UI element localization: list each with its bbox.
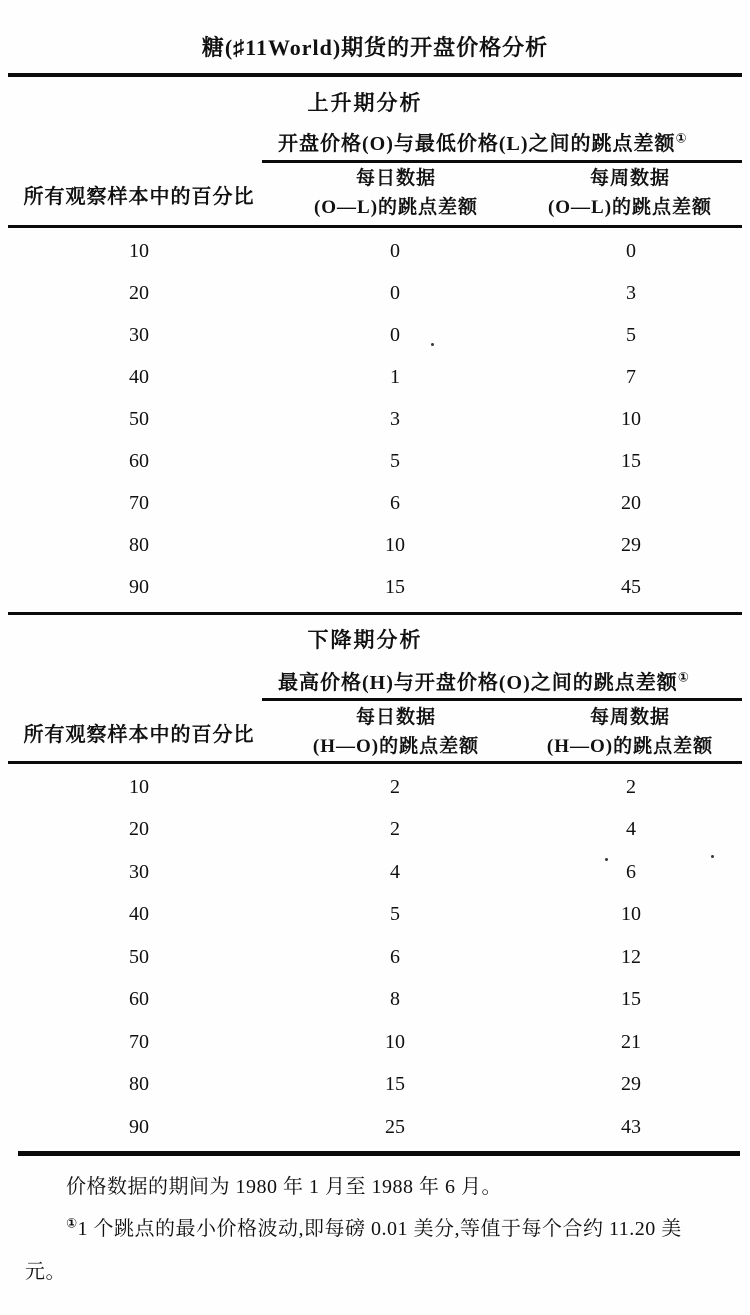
rule-middle: [8, 612, 742, 615]
column-group-header-rising: [278, 127, 688, 156]
column-header-weekly-1: [518, 164, 742, 222]
cell-pct: 80: [129, 1073, 149, 1096]
cell-weekly: 0: [626, 239, 636, 262]
column-group-header-falling: [278, 666, 690, 695]
footnote-marker: ①: [675, 130, 688, 146]
rule-bottom: [18, 1151, 740, 1156]
cell-daily: 1: [390, 365, 400, 388]
note-period: 价格数据的期间为 1980 年 1 月至 1988 年 6 月。: [66, 1176, 502, 1198]
cell-weekly: 20: [621, 491, 641, 514]
column-header-percentile-1: 所有观察样本中的百分比: [23, 186, 255, 208]
cell-daily: 4: [390, 860, 400, 883]
footnote-marker: ①: [66, 1215, 78, 1231]
cell-weekly: 15: [621, 449, 641, 472]
cell-weekly: 3: [626, 281, 636, 304]
cell-daily: 10: [385, 1030, 405, 1053]
cell-pct: 10: [129, 775, 149, 798]
table-rising: [8, 230, 742, 608]
column-header-weekly-line2: (H—O)的跳点差额: [546, 736, 714, 757]
cell-daily: 10: [385, 533, 405, 556]
print-speck: [711, 855, 714, 858]
note-tick-line1: [66, 1212, 682, 1241]
cell-pct: 20: [129, 281, 149, 304]
cell-weekly: 5: [626, 323, 636, 346]
cell-daily: 3: [390, 407, 400, 430]
section-heading-rising: 上升期分析: [307, 91, 423, 115]
cell-weekly: 7: [626, 365, 636, 388]
cell-weekly: 12: [621, 945, 641, 968]
rule-subheader-1: [262, 160, 742, 163]
cell-pct: 80: [129, 533, 149, 556]
cell-pct: 70: [129, 491, 149, 514]
cell-daily: 5: [390, 449, 400, 472]
cell-daily: 0: [390, 239, 400, 262]
column-header-weekly-line1: 每周数据: [589, 168, 670, 189]
cell-pct: 10: [129, 239, 149, 262]
cell-daily: 25: [385, 1115, 405, 1138]
cell-weekly: 29: [621, 1073, 641, 1096]
cell-pct: 60: [129, 449, 149, 472]
cell-daily: 6: [390, 491, 400, 514]
cell-pct: 90: [129, 1115, 149, 1138]
cell-daily: 15: [385, 575, 405, 598]
column-header-percentile-2: 所有观察样本中的百分比: [23, 724, 255, 746]
cell-pct: 90: [129, 575, 149, 598]
cell-daily: 0: [390, 281, 400, 304]
cell-weekly: 10: [621, 407, 641, 430]
column-header-daily-line1: 每日数据: [355, 168, 436, 189]
column-header-weekly-2: [518, 703, 742, 761]
cell-pct: 50: [129, 945, 149, 968]
footnote-marker: ①: [677, 669, 690, 685]
cell-daily: 8: [390, 988, 400, 1011]
cell-daily: 5: [390, 903, 400, 926]
cell-weekly: 6: [626, 860, 636, 883]
cell-weekly: 2: [626, 775, 636, 798]
note-tick-text: 1 个跳点的最小价格波动,即每磅 0.01 美分,等值于每个合约 11.20 美: [77, 1218, 682, 1240]
rule-header-1: [8, 225, 742, 228]
cell-pct: 40: [129, 365, 149, 388]
cell-pct: 60: [129, 988, 149, 1011]
column-header-daily-2: [274, 703, 518, 761]
cell-pct: 20: [129, 818, 149, 841]
cell-daily: 2: [390, 775, 400, 798]
cell-pct: 30: [129, 323, 149, 346]
column-header-daily-line2: (H—O)的跳点差额: [312, 736, 480, 757]
cell-weekly: 10: [621, 903, 641, 926]
group-header-text: 开盘价格(O)与最低价格(L)之间的跳点差额: [278, 133, 676, 155]
table-falling: [8, 766, 742, 1149]
cell-daily: 6: [390, 945, 400, 968]
cell-daily: 2: [390, 818, 400, 841]
cell-weekly: 4: [626, 818, 636, 841]
print-speck: [605, 858, 608, 861]
cell-pct: 40: [129, 903, 149, 926]
cell-weekly: 43: [621, 1115, 641, 1138]
cell-weekly: 21: [621, 1030, 641, 1053]
cell-weekly: 15: [621, 988, 641, 1011]
cell-daily: 15: [385, 1073, 405, 1096]
column-header-weekly-line2: (O—L)的跳点差额: [547, 197, 713, 218]
column-header-daily-1: [274, 164, 518, 222]
print-speck: [431, 343, 434, 346]
note-tick-line2: 元。: [25, 1261, 66, 1283]
column-header-weekly-line1: 每周数据: [589, 707, 670, 728]
group-header-text: 最高价格(H)与开盘价格(O)之间的跳点差额: [278, 672, 678, 694]
table-title: 糖(♯11World)期货的开盘价格分析: [201, 35, 549, 60]
rule-top: [8, 73, 742, 77]
rule-header-2: [8, 761, 742, 764]
column-header-daily-line2: (O—L)的跳点差额: [313, 197, 479, 218]
cell-pct: 70: [129, 1030, 149, 1053]
cell-pct: 30: [129, 860, 149, 883]
section-heading-falling: 下降期分析: [307, 628, 423, 652]
cell-pct: 50: [129, 407, 149, 430]
cell-weekly: 29: [621, 533, 641, 556]
rule-subheader-2: [262, 698, 742, 701]
cell-weekly: 45: [621, 575, 641, 598]
column-header-daily-line1: 每日数据: [355, 707, 436, 728]
cell-daily: 0: [390, 323, 400, 346]
